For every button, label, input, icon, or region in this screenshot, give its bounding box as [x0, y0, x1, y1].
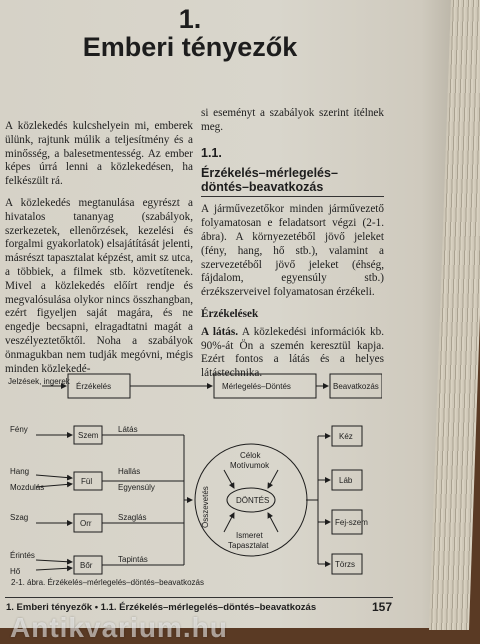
label-decision: DÖNTÉS — [236, 496, 270, 505]
watermark: Antikvarium.hu — [10, 612, 228, 643]
label-motion: Mozdulás — [10, 483, 45, 492]
label-touching: Tapintás — [118, 555, 148, 564]
section-title: Érzékelés–mérlegelés–döntés–beavatkozás — [201, 166, 338, 195]
label-foot: Láb — [339, 476, 353, 485]
section-number: 1.1. — [201, 145, 222, 160]
label-hand: Kéz — [339, 432, 353, 441]
running-head: 1. Emberi tényezők • 1.1. Érzékelés–mérlegelés–döntés–beavatkozás — [6, 602, 317, 613]
label-touch: Érintés — [10, 551, 35, 560]
label-balance: Egyensúly — [118, 483, 155, 492]
figure-caption: 2-1. ábra. Érzékelés–mérlegelés–döntés–beavatkozás — [11, 578, 205, 587]
page-number: 157 — [372, 600, 393, 614]
label-hearing: Hallás — [118, 467, 141, 476]
label-nose: Orr — [80, 519, 92, 528]
process-diagram — [6, 370, 382, 588]
paragraph-continuation: si eseményt a szabályok szerint ítélnek meg. — [201, 107, 384, 133]
label-intervention: Beavatkozás — [333, 382, 379, 391]
footer-rule — [5, 597, 393, 598]
label-motives: Motívumok — [230, 461, 270, 470]
chapter-title: Emberi tényezők — [82, 32, 298, 62]
label-torso: Törzs — [335, 560, 355, 569]
label-head-eye: Fej-szem — [335, 518, 368, 527]
label-ear: Fül — [81, 477, 93, 486]
vision-text: A közlekedési információk kb. 90%-át Ön a szemén keresztül kapja. Ezért fontos a látás és a helyes látástechnika. — [201, 325, 384, 380]
label-perception: Érzékelés — [76, 382, 112, 391]
label-goals: Célok — [240, 451, 261, 460]
left-column — [5, 120, 193, 376]
chapter-number: 1. — [178, 4, 202, 34]
label-skin: Bőr — [80, 561, 93, 570]
label-sound: Hang — [10, 467, 30, 476]
label-heat: Hő — [10, 567, 21, 576]
label-eye: Szem — [78, 431, 99, 440]
label-vision: Látás — [118, 425, 138, 434]
section-rule — [201, 196, 384, 197]
label-experience: Tapasztalat — [228, 541, 269, 550]
label-smelling: Szaglás — [118, 513, 147, 522]
label-light: Fény — [10, 425, 28, 434]
label-evaluation: Mérlegelés–Döntés — [222, 382, 291, 391]
paragraph-learning: A közlekedés megtanulása egyrészt a hivatalos tananyag (szabályok, szerkezetek, ellenőrzések, kezelési és forgalmi gyakorlatok) elsajátítását jelenti, másrészt tapasztalat képzést, amit sz utca, a többiek, a filmek stb. közvetítenek. Mivel a közlekedés előírt rendje és megvalósulása olykor nincs összhangban, ezért figyeljen saját magára, és ne engedje becsapni, elragadtatni magát a veszélyeztetőktől. Noha a szabályok önmagukban nem tudják megóvni, mégis minden közlekedé- — [5, 196, 193, 375]
subheading-perception: Érzékelések — [201, 307, 259, 320]
label-signals: Jelzések, ingerek — [8, 377, 70, 386]
label-knowledge: Ismeret — [236, 531, 263, 540]
right-column — [201, 107, 384, 381]
label-comparison: Összevetés — [201, 486, 210, 528]
label-smell: Szag — [10, 513, 29, 522]
vision-lead: A látás. — [201, 325, 239, 338]
paragraph-process: A járművezetőkor minden járművezető folyamatosan e feladatsort végzi (2-1. ábra). A környezetéből jövő jeleket (fény, hang, hő stb.), valamint a szervezetéből jövő jeleket (éhség, fájdalom, egyensúly stb.) érzékszerveivel folyamatosan érzékeli. — [201, 203, 384, 299]
paragraph-intro: A közlekedés kulcshelyein mi, emberek ülünk, rajtunk múlik a teljesítmény és a minősség, a balesetmentesség. Az ember képes úrrá lenni a közlekedésen, ha felkészült rá. — [5, 120, 193, 188]
